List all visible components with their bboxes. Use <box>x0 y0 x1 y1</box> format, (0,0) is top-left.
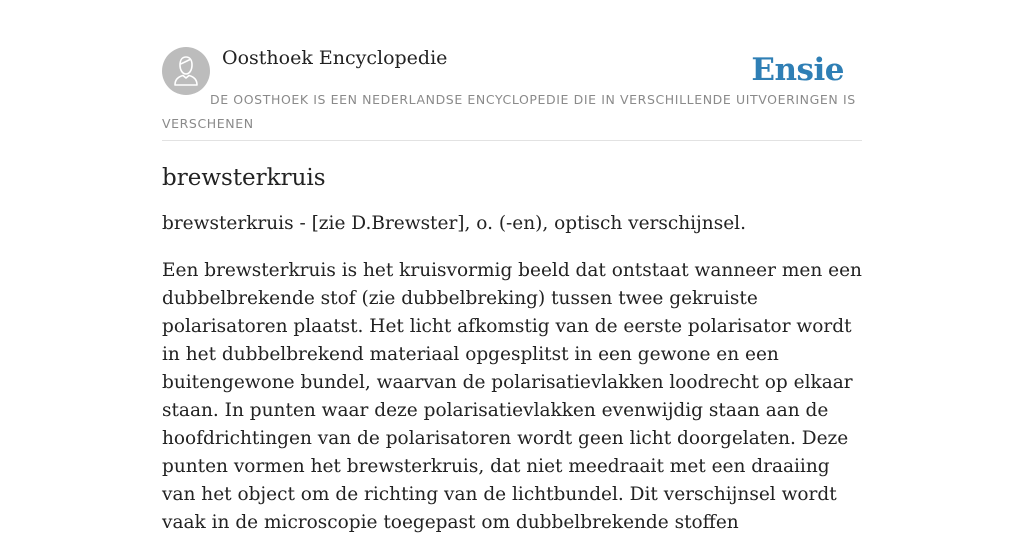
site-name[interactable]: Oosthoek Encyclopedie <box>222 47 448 69</box>
article-lead: brewsterkruis - [zie D.Brewster], o. (-en), optisch verschijnsel. <box>162 213 746 234</box>
site-header <box>162 38 862 141</box>
article-body: Een brewsterkruis is het kruisvormig beeld dat ontstaat wanneer men een dubbelbrekende stof (zie dubbelbreking) tussen twee gekruiste polarisatoren plaatst. Het licht afkomstig van de eerste polarisator wordt in het dubbelbrekend materiaal opgesplitst in een gewone en een buitengewone bundel, waarvan de polarisatievlakken loodrecht op elkaar staan. In punten waar deze polarisatievlakken evenwijdig staan aan de hoofdrichtingen van de polarisatoren wordt geen licht doorgelaten. Deze punten vormen het brewsterkruis, dat niet meedraait met een draaiing van het object om de richting van de lichtbundel. Dit verschijnsel wordt vaak in de microscopie toegepast om dubbelbrekende stoffen <box>162 260 862 533</box>
article <box>162 160 862 537</box>
article-title: brewsterkruis <box>162 165 326 191</box>
ensie-logo[interactable]: Ensie <box>751 52 844 88</box>
site-tagline: DE OOSTHOEK IS EEN NEDERLANDSE ENCYCLOPEDIE DIE IN VERSCHILLENDE UITVOERINGEN IS VERSCHENEN <box>162 92 856 131</box>
